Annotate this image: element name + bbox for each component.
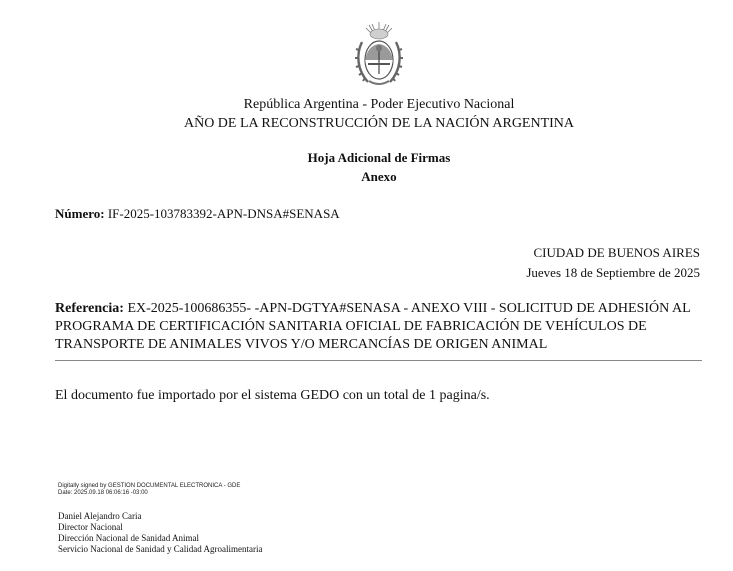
document-title: Hoja Adicional de Firmas: [307, 150, 451, 165]
document-number-label: Número:: [55, 206, 105, 221]
divider: [55, 360, 702, 361]
year-motto: AÑO DE LA RECONSTRUCCIÓN DE LA NACIÓN ARGENTINA: [183, 116, 575, 131]
city: CIUDAD DE BUENOS AIRES: [533, 245, 700, 260]
document-number: [55, 206, 340, 222]
reference-value: EX-2025-100686355- -APN-DGTYA#SENASA - ANEXO VIII - SOLICITUD DE ADHESIÓN AL PROGRAMA DE CERTIFICACIÓN SANITARIA OFICIAL DE FABRICACIÓN DE VEHÍCULOS DE TRANSPORTE DE ANIMALES VIVOS Y/O MERCANCÍAS DE ORIGEN ANIMAL: [55, 301, 691, 352]
reference-label: Referencia:: [55, 301, 124, 316]
government-header: República Argentina - Poder Ejecutivo Nacional: [243, 97, 515, 112]
document-subtitle: Anexo: [361, 169, 397, 184]
digital-signature-signed-by: Digitally signed by GESTION DOCUMENTAL ELECTRONICA - GDE: [58, 483, 241, 489]
signer-agency: Servicio Nacional de Sanidad y Calidad Agroalimentaria: [58, 544, 263, 554]
signer-office: Dirección Nacional de Sanidad Animal: [58, 533, 199, 543]
argentina-coat-of-arms-icon: [352, 20, 406, 90]
digital-signature-date: Date: 2025.09.18 06:06:16 -03:00: [58, 490, 148, 496]
signer-name: Daniel Alejandro Caria: [58, 511, 142, 521]
body-text: El documento fue importado por el sistema GEDO con un total de 1 pagina/s.: [55, 388, 490, 403]
reference: [55, 300, 705, 354]
signer-position: Director Nacional: [58, 522, 123, 532]
document-number-value: IF-2025-103783392-APN-DNSA#SENASA: [107, 206, 340, 221]
digital-signature-stamp: [58, 483, 240, 497]
signer-block: [58, 511, 262, 555]
date: Jueves 18 de Septiembre de 2025: [526, 265, 700, 280]
